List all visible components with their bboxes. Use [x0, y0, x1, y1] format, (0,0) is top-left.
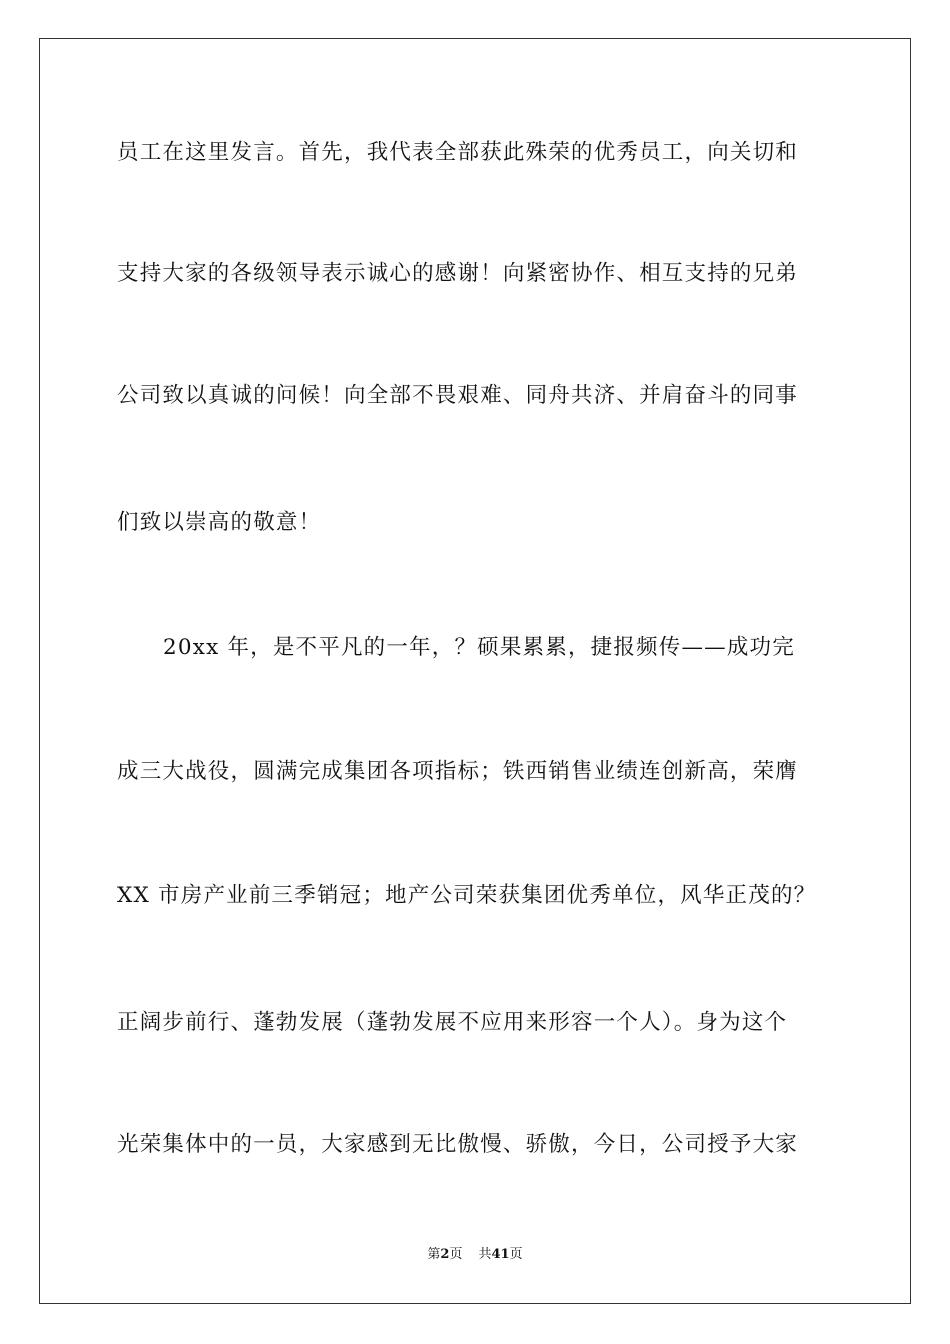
footer-page-number: 2: [440, 1247, 450, 1262]
footer-page-prefix: 第: [427, 1247, 441, 1262]
footer-page-suffix: 页: [449, 1247, 463, 1262]
body-line-6: 成三大战役，圆满完成集团各项指标；铁西销售业绩连创新高，荣膺: [117, 759, 799, 784]
body-line-1: 员工在这里发言。首先，我代表全部获此殊荣的优秀员工，向关切和: [117, 140, 799, 165]
footer-total-suffix: 页: [509, 1247, 523, 1262]
body-line-4: 们致以崇高的敬意！: [117, 510, 322, 535]
page-frame: [39, 38, 911, 1304]
page-footer: [0, 1245, 950, 1265]
body-line-2: 支持大家的各级领导表示诚心的感谢！向紧密协作、相互支持的兄弟: [117, 261, 799, 286]
footer-total-prefix: 共: [478, 1247, 492, 1262]
footer-total-pages: 41: [491, 1247, 510, 1262]
body-line-3: 公司致以真诚的问候！向全部不畏艰难、同舟共济、并肩奋斗的同事: [117, 383, 799, 408]
body-line-7: XX 市房产业前三季销冠；地产公司荣获集团优秀单位，风华正茂的？: [117, 883, 817, 908]
body-line-8: 正阔步前行、蓬勃发展（蓬勃发展不应用来形容一个人）。身为这个: [117, 1010, 788, 1035]
body-line-5-paragraph-start: 20xx 年，是不平凡的一年，？硕果累累，捷报频传——成功完: [163, 635, 795, 660]
body-line-9: 光荣集体中的一员，大家感到无比傲慢、骄傲，今日，公司授予大家: [117, 1132, 799, 1157]
